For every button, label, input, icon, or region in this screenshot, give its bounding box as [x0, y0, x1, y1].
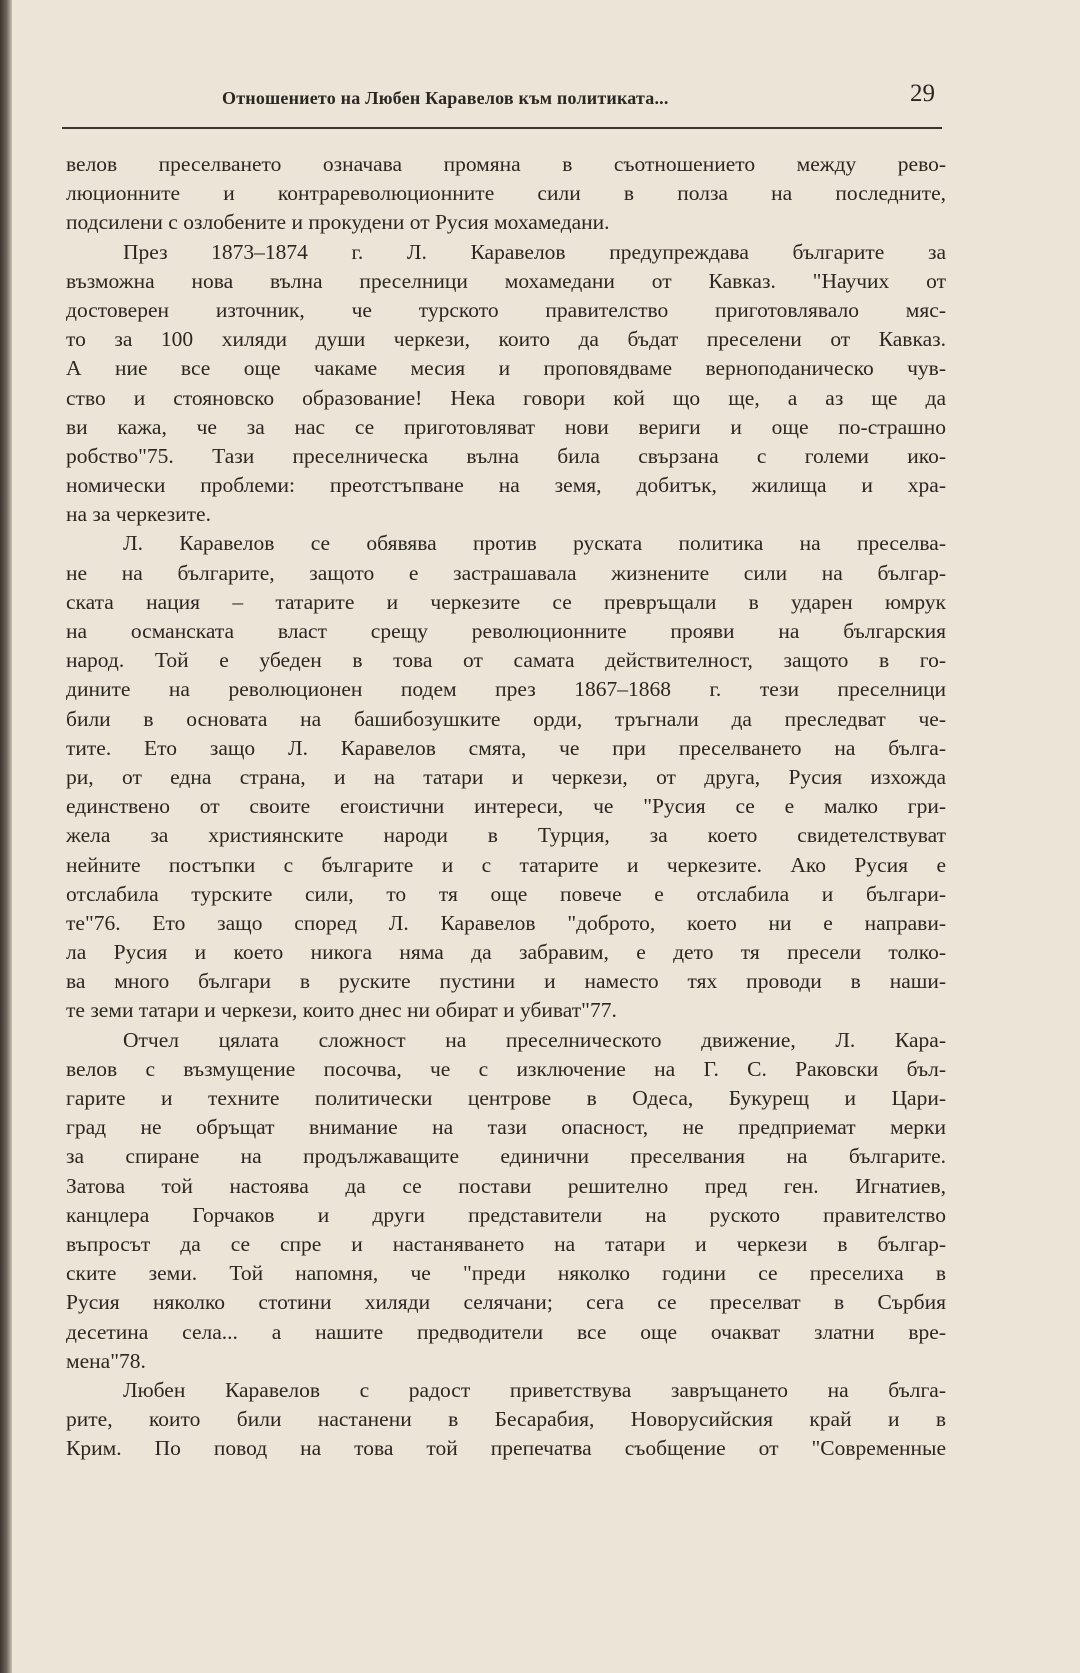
text-line: възможна нова вълна преселници мохамедани от Кавказ. "Научих от: [66, 268, 946, 293]
paragraph-first-line: Л. Каравелов се обявява против руската политика на преселва-: [123, 531, 946, 556]
text-line: подсилени с озлобените и прокудени от Русия мохамедани.: [66, 210, 610, 235]
text-line: Русия няколко стотини хиляди селячани; сега се преселват в Сърбия: [66, 1290, 946, 1315]
text-line: ри, от една страна, и на татари и черкези, от друга, Русия изхожда: [66, 764, 946, 789]
text-line: нейните постъпки с българите и с татарите и черкезите. Ако Русия е: [66, 852, 946, 877]
text-line: отслабила турските сили, то тя още повече е отслабила и българи-: [66, 881, 946, 906]
text-line: велов с възмущение посочва, че с изключение на Г. С. Раковски бъл-: [66, 1056, 946, 1081]
body-text: [66, 150, 946, 1463]
paragraph-first-line: Отчел цялата сложност на преселническото движение, Л. Кара-: [123, 1027, 946, 1052]
text-line: гарите и техните политически центрове в Одеса, Букурещ и Цари-: [66, 1086, 946, 1110]
text-line: въпросът да се спре и настаняването на татари и черкези в българ-: [66, 1231, 946, 1256]
text-line: Затова той настоява да се постави решително пред ген. Игнатиев,: [66, 1173, 946, 1198]
text-line: рите, които били настанени в Бесарабия, Новорусийския край и в: [66, 1407, 946, 1432]
text-line: били в основата на башибозушките орди, тръгнали да преследват че-: [66, 706, 946, 731]
text-line: за спиране на продължаващите единични преселвания на българите.: [66, 1144, 946, 1169]
text-line: канцлера Горчаков и други представители на руското правителство: [66, 1202, 946, 1227]
text-line: достоверен източник, че турското правителство приготовлявало мяс-: [66, 297, 946, 322]
text-line: жела за християнските народи в Турция, за което свидетелствуват: [66, 823, 946, 848]
text-line: на за черкезите.: [66, 502, 211, 527]
text-line: Крим. По повод на това той препечатва съобщение от "Современные: [66, 1436, 946, 1461]
text-line: ва много българи в руските пустини и наместо тях проводи в наши-: [66, 969, 946, 994]
text-line: десетина села... а нашите предводители все още очакват златни вре-: [66, 1319, 946, 1344]
text-line: на османската власт срещу революционните прояви на българския: [66, 619, 946, 643]
running-head: Отношението на Любен Каравелов към политиката...: [222, 88, 669, 108]
text-line: ската нация – татарите и черкезите се превръщали в ударен юмрук: [66, 589, 946, 614]
book-spine-shadow: [0, 0, 12, 1673]
text-line: велов преселването означава промяна в съотношението между рево-: [66, 152, 946, 176]
text-line: А ние все още чакаме месия и проповядваме верноподаническо чув-: [66, 356, 946, 381]
text-line: народ. Той е убеден в това от самата действителност, защото в го-: [66, 648, 946, 673]
text-line: ви кажа, че за нас се приготовляват нови вериги и още по-страшно: [66, 414, 946, 439]
text-line: те"76. Ето защо според Л. Каравелов "доброто, което ни е направи-: [66, 910, 946, 935]
paragraph-first-line: Любен Каравелов с радост приветствува завръщането на бълга-: [123, 1377, 946, 1402]
text-line: люционните и контрареволюционните сили в полза на последните,: [66, 181, 946, 206]
text-line: град не обръщат внимание на тази опасност, не предприемат мерки: [66, 1115, 946, 1140]
text-line: ските земи. Той напомня, че "преди няколко години се преселиха в: [66, 1261, 946, 1286]
text-line: мена"78.: [66, 1348, 146, 1373]
text-line: тите. Ето защо Л. Каравелов смята, че при преселването на бълга-: [66, 735, 946, 760]
page-number: 29: [910, 80, 935, 107]
text-line: те земи татари и черкези, които днес ни обират и убиват"77.: [66, 998, 617, 1023]
text-line: то за 100 хиляди души черкези, които да бъдат преселени от Кавказ.: [66, 327, 946, 352]
text-line: не на българите, защото е застрашавала жизнените сили на българ-: [66, 560, 946, 585]
text-line: дините на революционен подем през 1867–1868 г. тези преселници: [66, 677, 946, 702]
text-line: ство и стояновско образование! Нека говори кой що ще, а аз ще да: [66, 385, 946, 410]
text-line: номически проблеми: преотстъпване на земя, добитък, жилища и хра-: [66, 473, 946, 498]
header-rule: [62, 127, 942, 129]
text-line: единствено от своите егоистични интереси, че "Русия се е малко гри-: [66, 794, 946, 819]
paragraph-first-line: През 1873–1874 г. Л. Каравелов предупреждава българите за: [123, 239, 946, 264]
text-line: ла Русия и което никога няма да забравим, е дето тя пресели толко-: [66, 940, 946, 965]
text-line: робство"75. Тази преселническа вълна била свързана с големи ико-: [66, 443, 946, 468]
